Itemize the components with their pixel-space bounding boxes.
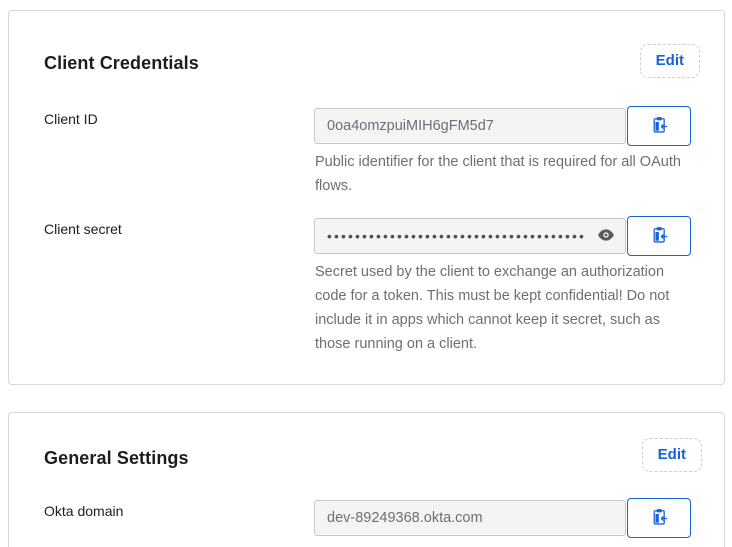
client-credentials-title: Client Credentials [44, 53, 199, 73]
eye-icon [597, 228, 615, 245]
client-id-value: 0oa4omzpuiMIH6gFM5d7 [327, 118, 494, 134]
copy-client-id-button[interactable] [627, 106, 691, 146]
clipboard-copy-icon [651, 116, 668, 136]
client-secret-label: Client secret [44, 221, 122, 237]
client-id-label: Client ID [44, 111, 98, 127]
client-secret-field[interactable] [314, 218, 626, 254]
okta-domain-label: Okta domain [44, 503, 124, 519]
edit-general-settings-button[interactable]: Edit [642, 438, 702, 472]
okta-domain-field[interactable] [314, 500, 626, 536]
clipboard-copy-icon [651, 226, 668, 246]
toggle-secret-visibility-button[interactable] [591, 228, 615, 245]
client-secret-help: Secret used by the client to exchange an authorization code for a token. This must be kept confidential! Do not include it in apps which cannot keep it secret, such as those running on a client. [315, 264, 670, 352]
copy-client-secret-button[interactable] [627, 216, 691, 256]
client-id-field[interactable] [314, 108, 626, 144]
client-credentials-card [8, 10, 725, 385]
edit-client-credentials-button[interactable]: Edit [640, 44, 700, 78]
general-settings-card [8, 412, 725, 547]
okta-domain-value: dev-89249368.okta.com [327, 510, 483, 526]
clipboard-copy-icon [651, 508, 668, 528]
general-settings-title: General Settings [44, 448, 189, 468]
client-secret-masked-value: ••••••••••••••••••••••••••••••••••••• [327, 228, 587, 244]
client-id-help: Public identifier for the client that is required for all OAuth flows. [315, 154, 681, 194]
copy-okta-domain-button[interactable] [627, 498, 691, 538]
